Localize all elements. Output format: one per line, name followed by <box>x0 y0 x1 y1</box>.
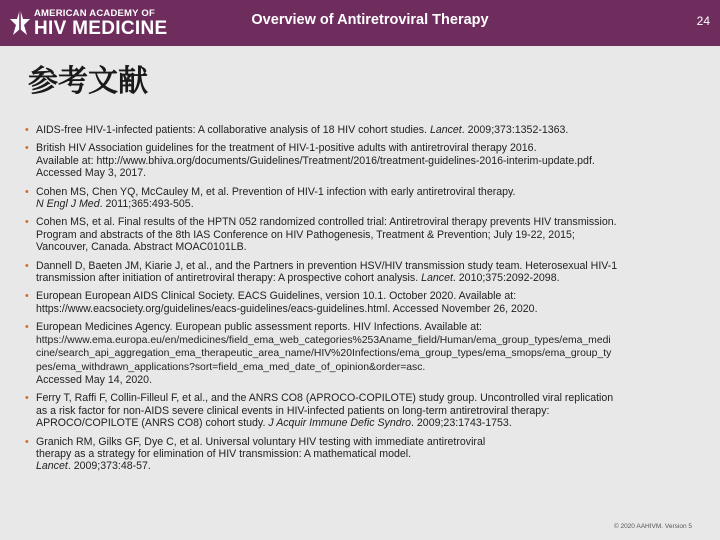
reference-url: pes/ema_withdrawn_applications?sort=field_ema_med_date_of_opinion&order=asc. <box>36 361 426 373</box>
reference-text: . 2009;23:1743-1753. <box>411 417 512 430</box>
reference-line <box>36 392 697 404</box>
bullet-icon: • <box>25 290 29 303</box>
copyright-footer: © 2020 AAHIVM. Version 5 <box>613 523 692 530</box>
reference-item <box>25 392 697 429</box>
page-number: 24 <box>696 14 710 28</box>
reference-line <box>36 167 697 179</box>
reference-line <box>36 417 697 429</box>
reference-line <box>36 374 697 386</box>
reference-item <box>25 142 697 179</box>
reference-text: European European AIDS Clinical Society. EACS Guidelines, version 10.1. October 2020. Available at: <box>36 290 517 303</box>
reference-text: British HIV Association guidelines for the treatment of HIV-1-positive adults with antiretroviral therapy 2016. <box>36 142 537 155</box>
reference-text: European Medicines Agency. European public assessment reports. HIV Infections. Available at: <box>36 321 482 334</box>
bullet-icon: • <box>25 142 29 155</box>
reference-text: APROCO/COPILOTE (ANRS CO8) cohort study. <box>36 417 269 430</box>
logo-text-line2: HIV MEDICINE <box>34 18 168 39</box>
reference-url: https://www.ema.europa.eu/en/medicines/field_ema_web_categories%253Aname_field/Human/ema_group_types/ema_medi <box>36 334 611 346</box>
reference-line <box>36 142 697 154</box>
bullet-icon: • <box>25 321 29 334</box>
reference-line <box>36 347 697 360</box>
reference-line <box>36 361 697 374</box>
reference-text: Available at: http://www.bhiva.org/documents/Guidelines/Treatment/2016/treatment-guidelines-2016-interim-update.pdf. <box>36 154 595 167</box>
reference-item <box>25 216 697 253</box>
reference-item <box>25 321 697 386</box>
reference-text: AIDS-free HIV-1-infected patients: A collaborative analysis of 18 HIV cohort studies. <box>36 124 430 136</box>
star-icon <box>8 8 32 38</box>
reference-text: . 2011;365:493-505. <box>99 198 194 211</box>
reference-line <box>36 448 697 460</box>
reference-text: . 2010;375:2092-2098. <box>452 272 560 285</box>
header-title: Overview of Antiretroviral Therapy <box>251 12 489 28</box>
journal-name: Lancet <box>429 124 462 136</box>
bullet-icon: • <box>25 259 29 272</box>
reference-text: therapy as a strategy for elimination of HIV transmission: A mathematical model. <box>36 447 412 460</box>
reference-text: Ferry T, Raffi F, Collin-Filleul F, et al., and the ANRS CO8 (APROCO-COPILOTE) study group. Uncontrolled viral replication <box>36 392 614 405</box>
journal-name: Lancet <box>421 272 453 285</box>
bullet-icon: • <box>25 124 29 136</box>
reference-line <box>36 241 697 253</box>
reference-line <box>36 460 697 472</box>
reference-line <box>36 436 697 448</box>
reference-line <box>36 186 697 198</box>
reference-text: Vancouver, Canada. Abstract MOAC0101LB. <box>36 241 247 254</box>
reference-text: Dannell D, Baeten JM, Kiarie J, et al., and the Partners in prevention HSV/HIV transmission study team. Heterosexual HIV-1 <box>36 259 618 272</box>
reference-item <box>25 436 697 473</box>
reference-line <box>36 303 697 315</box>
reference-line <box>36 155 697 167</box>
reference-line <box>36 124 697 136</box>
reference-text: Cohen MS, Chen YQ, McCauley M, et al. Prevention of HIV-1 infection with early antiretroviral therapy. <box>36 185 516 198</box>
reference-text: Accessed May 14, 2020. <box>36 373 153 386</box>
reference-line <box>36 405 697 417</box>
reference-text: transmission after initiation of antiretroviral therapy: A prospective cohort analysis. <box>36 272 422 285</box>
bullet-icon: • <box>25 216 29 229</box>
reference-line <box>36 272 697 284</box>
reference-text: Program and abstracts of the 8th IAS Conference on HIV Pathogenesis, Treatment & Prevention; July 19-22, 2015; <box>36 228 575 241</box>
journal-name: J Acquir Immune Defic Syndro <box>268 417 412 430</box>
slide-title: 参考文献 <box>28 64 148 99</box>
reference-url: cine/search_api_aggregation_ema_therapeutic_area_name/HIV%20Infections/ema_group_types/ema_smops/ema_group_ty <box>36 348 612 360</box>
bullet-icon: • <box>25 435 29 448</box>
reference-item <box>25 186 697 211</box>
bullet-icon: • <box>25 392 29 405</box>
reference-text: Cohen MS, et al. Final results of the HPTN 052 randomized controlled trial: Antiretroviral therapy prevents HIV transmission. <box>36 216 617 229</box>
reference-text: . 2009;373:48-57. <box>67 460 151 473</box>
reference-text: https://www.eacsociety.org/guidelines/eacs-guidelines/eacs-guidelines.html. Accessed November 26, 2020. <box>36 302 538 315</box>
reference-line <box>36 321 697 333</box>
bullet-icon: • <box>25 185 29 198</box>
reference-item <box>25 260 697 285</box>
reference-text: as a risk factor for non-AIDS severe clinical events in HIV-infected patients on long-term antiretroviral therapy: <box>36 404 550 417</box>
reference-text: . 2009;373:1352-1363. <box>461 124 569 136</box>
reference-line <box>36 229 697 241</box>
journal-name: Lancet <box>36 460 68 473</box>
reference-text: Granich RM, Gilks GF, Dye C, et al. Universal voluntary HIV testing with immediate antiretroviral <box>36 435 486 448</box>
reference-line <box>36 198 697 210</box>
aahivm-logo <box>8 6 188 42</box>
reference-line <box>36 216 697 228</box>
reference-list <box>25 124 697 479</box>
journal-name: N Engl J Med <box>36 198 100 211</box>
logo-text-line1: AMERICAN ACADEMY OF <box>34 8 155 19</box>
reference-text: Accessed May 3, 2017. <box>36 167 147 180</box>
reference-line <box>36 290 697 302</box>
reference-item <box>25 124 697 136</box>
reference-item <box>25 290 697 315</box>
reference-line <box>36 260 697 272</box>
reference-line <box>36 334 697 347</box>
header-bar <box>0 0 720 46</box>
